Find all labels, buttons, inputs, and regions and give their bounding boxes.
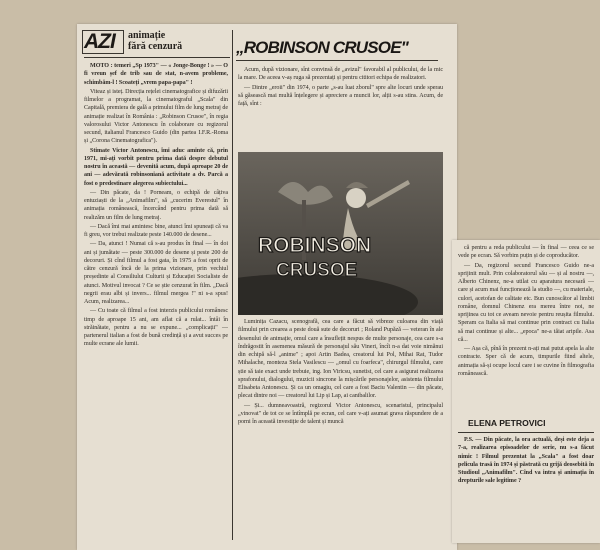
film-still-illustration bbox=[238, 152, 443, 315]
article-right-top: Acum, după vizionare, sînt convinsă de „avizul" favorabil al publicului, de la mic la mare. De aceea v-aș ruga să prezentați și pentru cititori echipa de realizatori. — Dintre „eroii" din 1974, o parte „s-au luat zborul" spre alte locuri unde sperau să găsească mai multă înțelegere și apreciere a muncii lor, alții s-au stins. Acum, de față, sînt : bbox=[238, 67, 443, 107]
postscript: P.S. — Din păcate, la ora actuală, deși este deja a 7-a, realizarea episoadelor de serie, nu s-a făcut nimic ! Filmul prezentat la „Scala" a fost doar pelicula trasă în 1974 și păstrată cu grijă deosebită în Studioul „Animafilm". Cînd va intra și animația în drepturile sale legitime ? bbox=[458, 437, 594, 485]
header-divider bbox=[84, 57, 230, 58]
film-still-photo bbox=[238, 152, 443, 315]
character-head bbox=[346, 188, 366, 208]
photo-title-line2: CRUSOE bbox=[276, 260, 358, 281]
photo-title-line1: ROBINSON bbox=[258, 234, 372, 257]
article-right-bottom: Luminița Cazacu, scenografă, cea care a făcut să vibreze culoarea din viață filmului prin crearea a peste două sute de decoruri ; Roland Pupăză — veteran în ale desenului de animație, omul care a însuflețit nespus de multe personaje, cea care s-a îndrăgostit în asemenea măsură de personajul său Vineri, încît n-a dat voie nimănui din echipă să-l „anime" ; apoi Artin Badea, creatorul lui Pol, Mihai Rat, Tudor Mihalache, monteza Stela Vasilescu — „omul cu foarfeca", chirurgul filmului, care știe să taie exact unde trebuie, ing. Ion Viricsu, sunetist, cel care a asigurat realizarea sprafonului, dialogului, muzicii sincrone la mișcările personajelor, asistenta filmului Elisabeta Antonescu. Și ca un omagiu, cel care a fost Baciu Valentin — din păcate, plecat dintre noi — creatorul lui Lip și Lap, ai canibalilor. — Și... dumneavoastră, regizorul Victor Antonescu, scenaristul, principalul „vinovat" de tot ce se întîmplă pe ecran, cel care v-ați asumat grava răspundere de a porni în această investiție de talent și muncă bbox=[238, 319, 443, 425]
headline-underline bbox=[236, 60, 438, 61]
azi-logo: AZI bbox=[84, 30, 115, 53]
column-divider bbox=[232, 30, 233, 540]
ps-divider bbox=[458, 432, 594, 433]
author-byline: ELENA PETROVICI bbox=[468, 418, 546, 428]
article-left-column: MOTO : temeri „Sp 1973" — « Jonge-Bonge ! » — O fi vreun șef de trib sau de stat, n-avem probleme, schimbăm-l ! Scoateți „vrem papa-papa" ! Viteaz și isteț. Direcția rețelei cinematografice și difuzării filmelor a programat, la cinematograful „Scala" din Capitală, premiera de gală a primului film de lung metraj de animație realizat în România : „Robinson Crusoe", în regia valorosului Victor Antonescu în colaborare cu regizorul secund, italianul Francesco Guido (din partea I.F.R.-Roma și „Corona Cinematografica"). Stimate Victor Antonescu, îmi aduc aminte că, prin 1971, mi-ați vorbit pentru prima dată despre debutul nostru în această — devenită acum, după aproape 20 de ani — adevărată robinsoniană activitate a dv. Parcă a fost o predestinare alegerea subiectului... — Din păcate, da ! Porneam, o echipă de câțiva entuziaști de la „Animafilm", să „cucerim Everestul" în animația românească, încercând pentru prima dată să realizăm un film de lung metraj. — Dacă îmi mai amintesc bine, atunci îmi spuneați că va fi greu, vor trebui realizate peste 140.000 de desene... — Da, atunci ! Numai că s-au produs în final — în doi ani și jumătate — peste 300.000 de desene și peste 200 de decoruri. Și cînd filmul a fost gata, în 1975 a fost oprit de către cenzură încă de la prima vizionare, prin vechiul președinte al Consiliului Culturii și Educației Socialiste de atunci. Motivul invocat ? Ce se știe cenzurat în film. „Dacă negrii erau albi și invers... filmul mergea !" ni s-a spus! Acum, realizarea... — Cu toate că filmul a fost interzis publicului românesc timp de aproape 15 ani, am aflat că a rulat... întâi în străinătate, pentru a nu se expune... „complicații" — partenerul italian a fost de bună credință și a avut succes pe multe ecrane ale lumii. bbox=[84, 63, 228, 348]
article-headline: „ROBINSON CRUSOE" bbox=[236, 38, 409, 57]
section-subtitle: animație fără cenzură bbox=[128, 30, 183, 52]
article-side-column: că pentru a reda publicului — în final — ceea ce se vede pe ecran. Să vorbim puțin și de coproducător. — Da, regizorul secund Francesco Guido ne-a sprijinit mult. Prin colaboratorul său — și al nostru —, Alberto Chinenz, ne-a utilat cu aparatura necesară — care și acum mai funcționează la studio —, cu materiale, culori, acetofan de calitate etc. Bun cunoscător al limbii române, domnul Chinenz era mereu între noi, ne sprijinea cu tot ce aveam nevoie pentru reușita filmului. Speram ca Italia să mai continue prin contract cu Italia să mai continue și alte... „epoca" ne-a tăiat aripile. Asa că... — Așa că, pînă în prezent n-ați mai putut apela la alte contracte. Sper că de acum, timpurile fiind altele, animația să-și ocupe locul care i se cuvine în filmografia românească. bbox=[458, 245, 594, 377]
